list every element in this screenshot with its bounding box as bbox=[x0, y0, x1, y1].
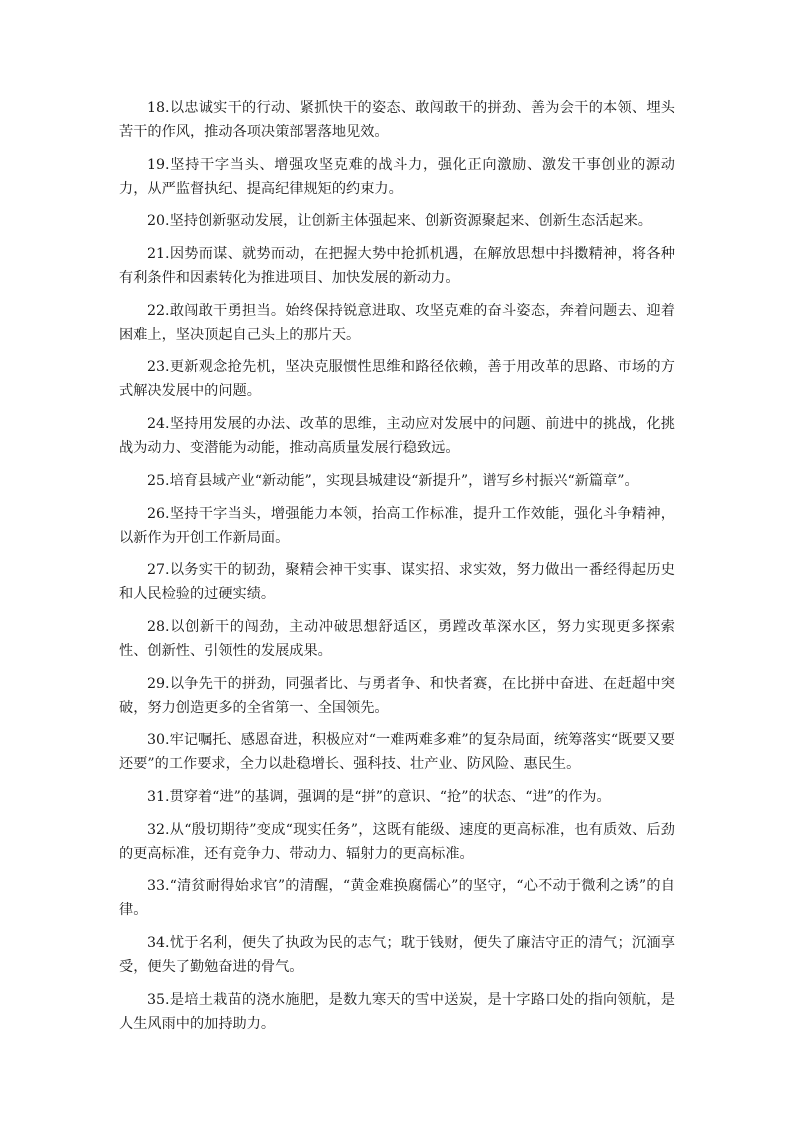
paragraph-34: 34.忧于名利，便失了执政为民的志气；耽于钱财，便失了廉洁守正的清气；沉湎享受，便失了勤勉奋进的骨气。 bbox=[119, 935, 675, 975]
paragraph-27: 27.以务实干的韧劲，聚精会神干实事、谋实招、求实效，努力做出一番经得起历史和人民检验的过硬实绩。 bbox=[119, 562, 675, 603]
paragraph-25: 25.培育县域产业“新动能”，实现县城建设“新提升”，谱写乡村振兴“新篇章”。 bbox=[147, 472, 639, 489]
paragraph-31: 31.贯穿着“进”的基调，强调的是“拼”的意识、“抢”的状态、“进”的作为。 bbox=[147, 788, 611, 805]
paragraph-28: 28.以创新干的闯劲，主动冲破思想舒适区，勇蹚改革深水区，努力实现更多探索性、创新性、引领性的发展成果。 bbox=[119, 618, 675, 659]
paragraph-26: 26.坚持干字当头，增强能力本领，抬高工作标准，提升工作效能，强化斗争精神，以新作为开创工作新局面。 bbox=[119, 505, 675, 546]
paragraph-22: 22.敢闯敢干勇担当。始终保持锐意进取、攻坚克难的奋斗姿态，奔着问题去、迎着困难上，坚决顶起自己头上的那片天。 bbox=[119, 302, 675, 343]
paragraph-33: 33.“清贫耐得始求官”的清醒，“黄金难换腐儒心”的坚守，“心不动于微利之诱”的自律。 bbox=[119, 878, 675, 919]
paragraph-35: 35.是培土栽苗的浇水施肥，是数九寒天的雪中送炭，是十字路口处的指向领航，是人生风雨中的加持助力。 bbox=[119, 991, 675, 1032]
document-body bbox=[119, 96, 675, 1044]
paragraph-23: 23.更新观念抢先机，坚决克服惯性思维和路径依赖，善于用改革的思路、市场的方式解决发展中的问题。 bbox=[119, 359, 675, 400]
paragraph-19: 19.坚持干字当头、增强攻坚克难的战斗力，强化正向激励、激发干事创业的源动力，从严监督执纪、提高纪律规矩的约束力。 bbox=[119, 156, 675, 197]
paragraph-32: 32.从“殷切期待”变成“现实任务”，这既有能级、速度的更高标准，也有质效、后劲的更高标准，还有竞争力、带动力、辐射力的更高标准。 bbox=[119, 821, 675, 862]
paragraph-18: 18.以忠诚实干的行动、紧抓快干的姿态、敢闯敢干的拼劲、善为会干的本领、埋头苦干的作风，推动各项决策部署落地见效。 bbox=[119, 100, 675, 140]
paragraph-21: 21.因势而谋、就势而动，在把握大势中抢抓机遇，在解放思想中抖擞精神，将各种有利条件和因素转化为推进项目、加快发展的新动力。 bbox=[119, 246, 675, 287]
paragraph-29: 29.以争先干的拼劲，同强者比、与勇者争、和快者赛，在比拼中奋进、在赶超中突破，努力创造更多的全省第一、全国领先。 bbox=[119, 675, 675, 716]
paragraph-30: 30.牢记嘱托、感恩奋进，积极应对“一难两难多难”的复杂局面，统筹落实“既要又要还要”的工作要求，全力以赴稳增长、强科技、壮产业、防风险、惠民生。 bbox=[119, 732, 675, 773]
paragraph-24: 24.坚持用发展的办法、改革的思维，主动应对发展中的问题、前进中的挑战，化挑战为动力、变潜能为动能，推动高质量发展行稳致远。 bbox=[119, 416, 675, 457]
paragraph-20: 20.坚持创新驱动发展，让创新主体强起来、创新资源聚起来、创新生态活起来。 bbox=[147, 213, 652, 230]
